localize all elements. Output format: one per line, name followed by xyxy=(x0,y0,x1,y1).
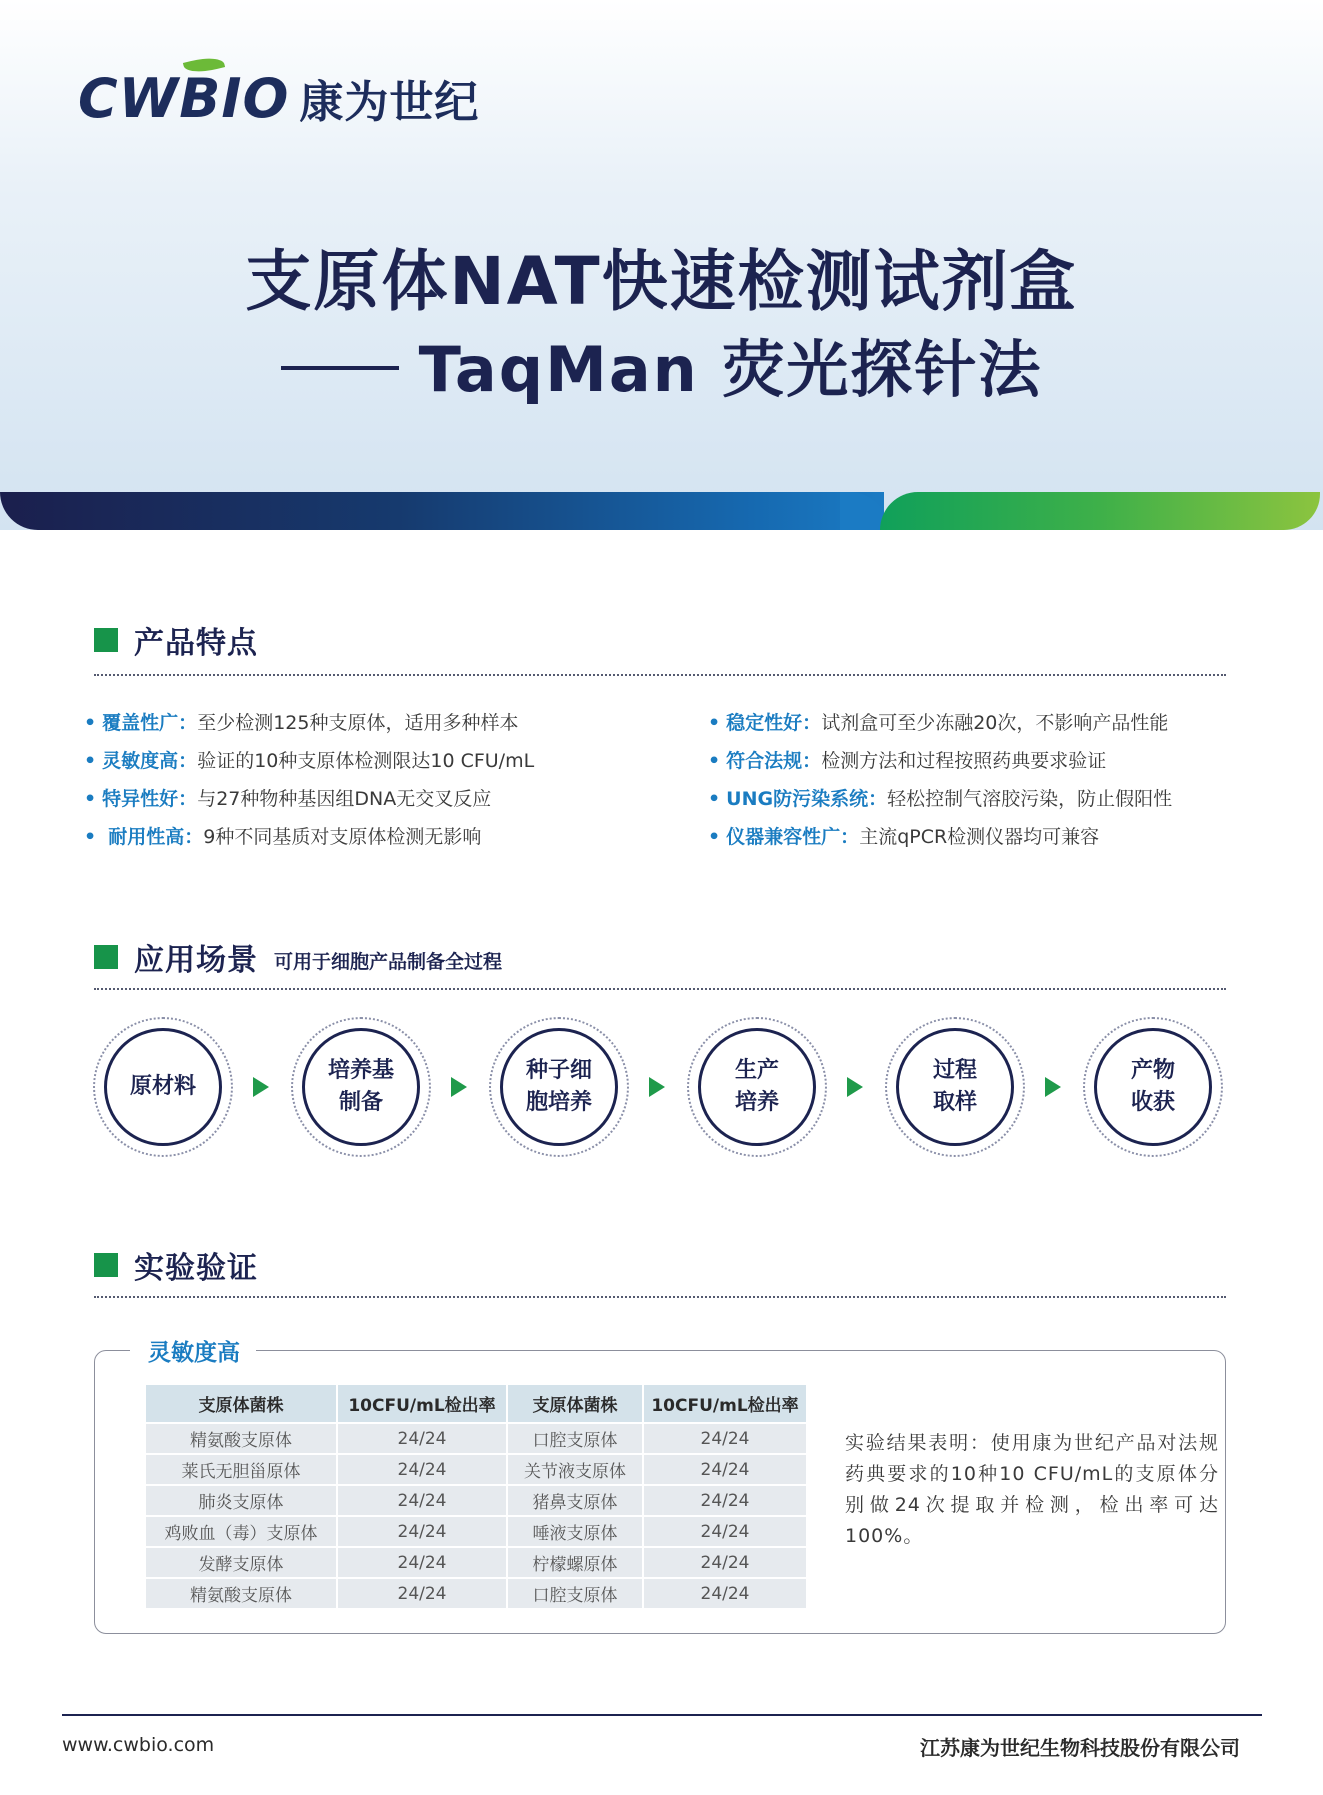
table-row xyxy=(146,1455,806,1484)
table-row xyxy=(146,1517,806,1546)
logo-wordmark: CWBIO xyxy=(78,66,290,130)
table-cell: 猪鼻支原体 xyxy=(508,1486,642,1515)
arrow-right-icon xyxy=(847,1077,863,1097)
applications-heading xyxy=(94,935,502,979)
brand-logo xyxy=(78,58,479,138)
validation-divider xyxy=(94,1296,1226,1298)
footer-website-link[interactable]: www.cwbio.com xyxy=(62,1734,215,1756)
logo-chinese-name: 康为世纪 xyxy=(299,77,480,128)
table-row xyxy=(146,1424,806,1453)
table-cell: 24/24 xyxy=(644,1517,806,1546)
process-step-label: 培养基制备 xyxy=(327,1058,394,1115)
section-marker-icon xyxy=(94,945,118,969)
table-cell: 精氨酸支原体 xyxy=(146,1579,336,1608)
table-cell: 24/24 xyxy=(644,1455,806,1484)
column-header: 支原体菌株 xyxy=(508,1385,642,1422)
column-header: 10CFU/mL检出率 xyxy=(644,1385,806,1422)
arrow-right-icon xyxy=(253,1077,269,1097)
feature-item: • 仪器兼容性广：主流qPCR检测仪器均可兼容 xyxy=(708,826,1100,848)
table-cell: 24/24 xyxy=(338,1455,506,1484)
validation-conclusion: 实验结果表明：使用康为世纪产品对法规药典要求的10种10 CFU/mL的支原体分别做24次提取并检测，检出率可达100%。 xyxy=(845,1432,1219,1547)
process-step xyxy=(687,1017,827,1157)
applications-subtitle: 可用于细胞产品制备全过程 xyxy=(274,950,503,973)
footer-rule xyxy=(62,1714,1262,1716)
table-row xyxy=(146,1548,806,1577)
table-cell: 鸡败血（毒）支原体 xyxy=(146,1517,336,1546)
applications-title: 应用场景 xyxy=(134,943,258,978)
process-step xyxy=(1083,1017,1223,1157)
table-cell: 24/24 xyxy=(338,1424,506,1453)
page-subtitle xyxy=(0,320,1323,409)
features-heading xyxy=(94,618,258,662)
feature-item: • 耐用性高：9种不同基质对支原体检测无影响 xyxy=(84,826,482,848)
table-cell: 柠檬螺原体 xyxy=(508,1548,642,1577)
table-cell: 口腔支原体 xyxy=(508,1424,642,1453)
table-cell: 24/24 xyxy=(644,1579,806,1608)
validation-panel-title: 灵敏度高 xyxy=(130,1334,256,1367)
header-band-green xyxy=(880,492,1320,530)
table-cell: 24/24 xyxy=(338,1548,506,1577)
table-cell: 发酵支原体 xyxy=(146,1548,336,1577)
section-marker-icon xyxy=(94,1253,118,1277)
feature-item: • 覆盖性广：至少检测125种支原体，适用多种样本 xyxy=(84,712,519,734)
process-step-label: 产物收获 xyxy=(1130,1058,1175,1115)
section-marker-icon xyxy=(94,628,118,652)
table-cell: 唾液支原体 xyxy=(508,1517,642,1546)
table-cell: 口腔支原体 xyxy=(508,1579,642,1608)
table-cell: 24/24 xyxy=(644,1548,806,1577)
table-row xyxy=(146,1579,806,1608)
process-step-label: 种子细胞培养 xyxy=(525,1058,592,1115)
process-step-label: 原材料 xyxy=(129,1074,196,1099)
process-step xyxy=(489,1017,629,1157)
process-step-label: 过程取样 xyxy=(932,1058,977,1115)
table-header-row xyxy=(146,1385,806,1422)
column-header: 10CFU/mL检出率 xyxy=(338,1385,506,1422)
table-cell: 24/24 xyxy=(338,1517,506,1546)
sensitivity-table xyxy=(144,1383,808,1610)
table-cell: 24/24 xyxy=(338,1579,506,1608)
feature-item: • 特异性好：与27种物种基因组DNA无交叉反应 xyxy=(84,788,492,810)
header-band-blue xyxy=(0,492,884,530)
table-cell: 24/24 xyxy=(338,1486,506,1515)
feature-item: • 灵敏度高：验证的10种支原体检测限达10 CFU/mL xyxy=(84,750,535,772)
process-step xyxy=(885,1017,1025,1157)
footer-company-name: 江苏康为世纪生物科技股份有限公司 xyxy=(920,1736,1240,1760)
process-step-label: 生产培养 xyxy=(734,1058,779,1115)
feature-item: • UNG防污染系统：轻松控制气溶胶污染，防止假阳性 xyxy=(708,788,1173,810)
em-dash-rule xyxy=(281,366,399,370)
table-row xyxy=(146,1486,806,1515)
column-header: 支原体菌株 xyxy=(146,1385,336,1422)
feature-item: • 符合法规：检测方法和过程按照药典要求验证 xyxy=(708,750,1107,772)
arrow-right-icon xyxy=(451,1077,467,1097)
features-title: 产品特点 xyxy=(134,626,258,661)
table-cell: 精氨酸支原体 xyxy=(146,1424,336,1453)
process-step xyxy=(93,1017,233,1157)
subtitle-text: TaqMan 荧光探针法 xyxy=(418,333,1043,406)
feature-item: • 稳定性好：试剂盒可至少冻融20次，不影响产品性能 xyxy=(708,712,1169,734)
arrow-right-icon xyxy=(649,1077,665,1097)
applications-divider xyxy=(94,988,1226,990)
arrow-right-icon xyxy=(1045,1077,1061,1097)
table-cell: 莱氏无胆甾原体 xyxy=(146,1455,336,1484)
table-cell: 肺炎支原体 xyxy=(146,1486,336,1515)
table-cell: 24/24 xyxy=(644,1424,806,1453)
table-cell: 关节液支原体 xyxy=(508,1455,642,1484)
page-title: 支原体NAT快速检测试剂盒 xyxy=(245,243,1078,320)
process-step xyxy=(291,1017,431,1157)
table-cell: 24/24 xyxy=(644,1486,806,1515)
validation-title: 实验验证 xyxy=(134,1251,258,1286)
validation-heading xyxy=(94,1243,258,1287)
features-divider xyxy=(94,674,1226,676)
